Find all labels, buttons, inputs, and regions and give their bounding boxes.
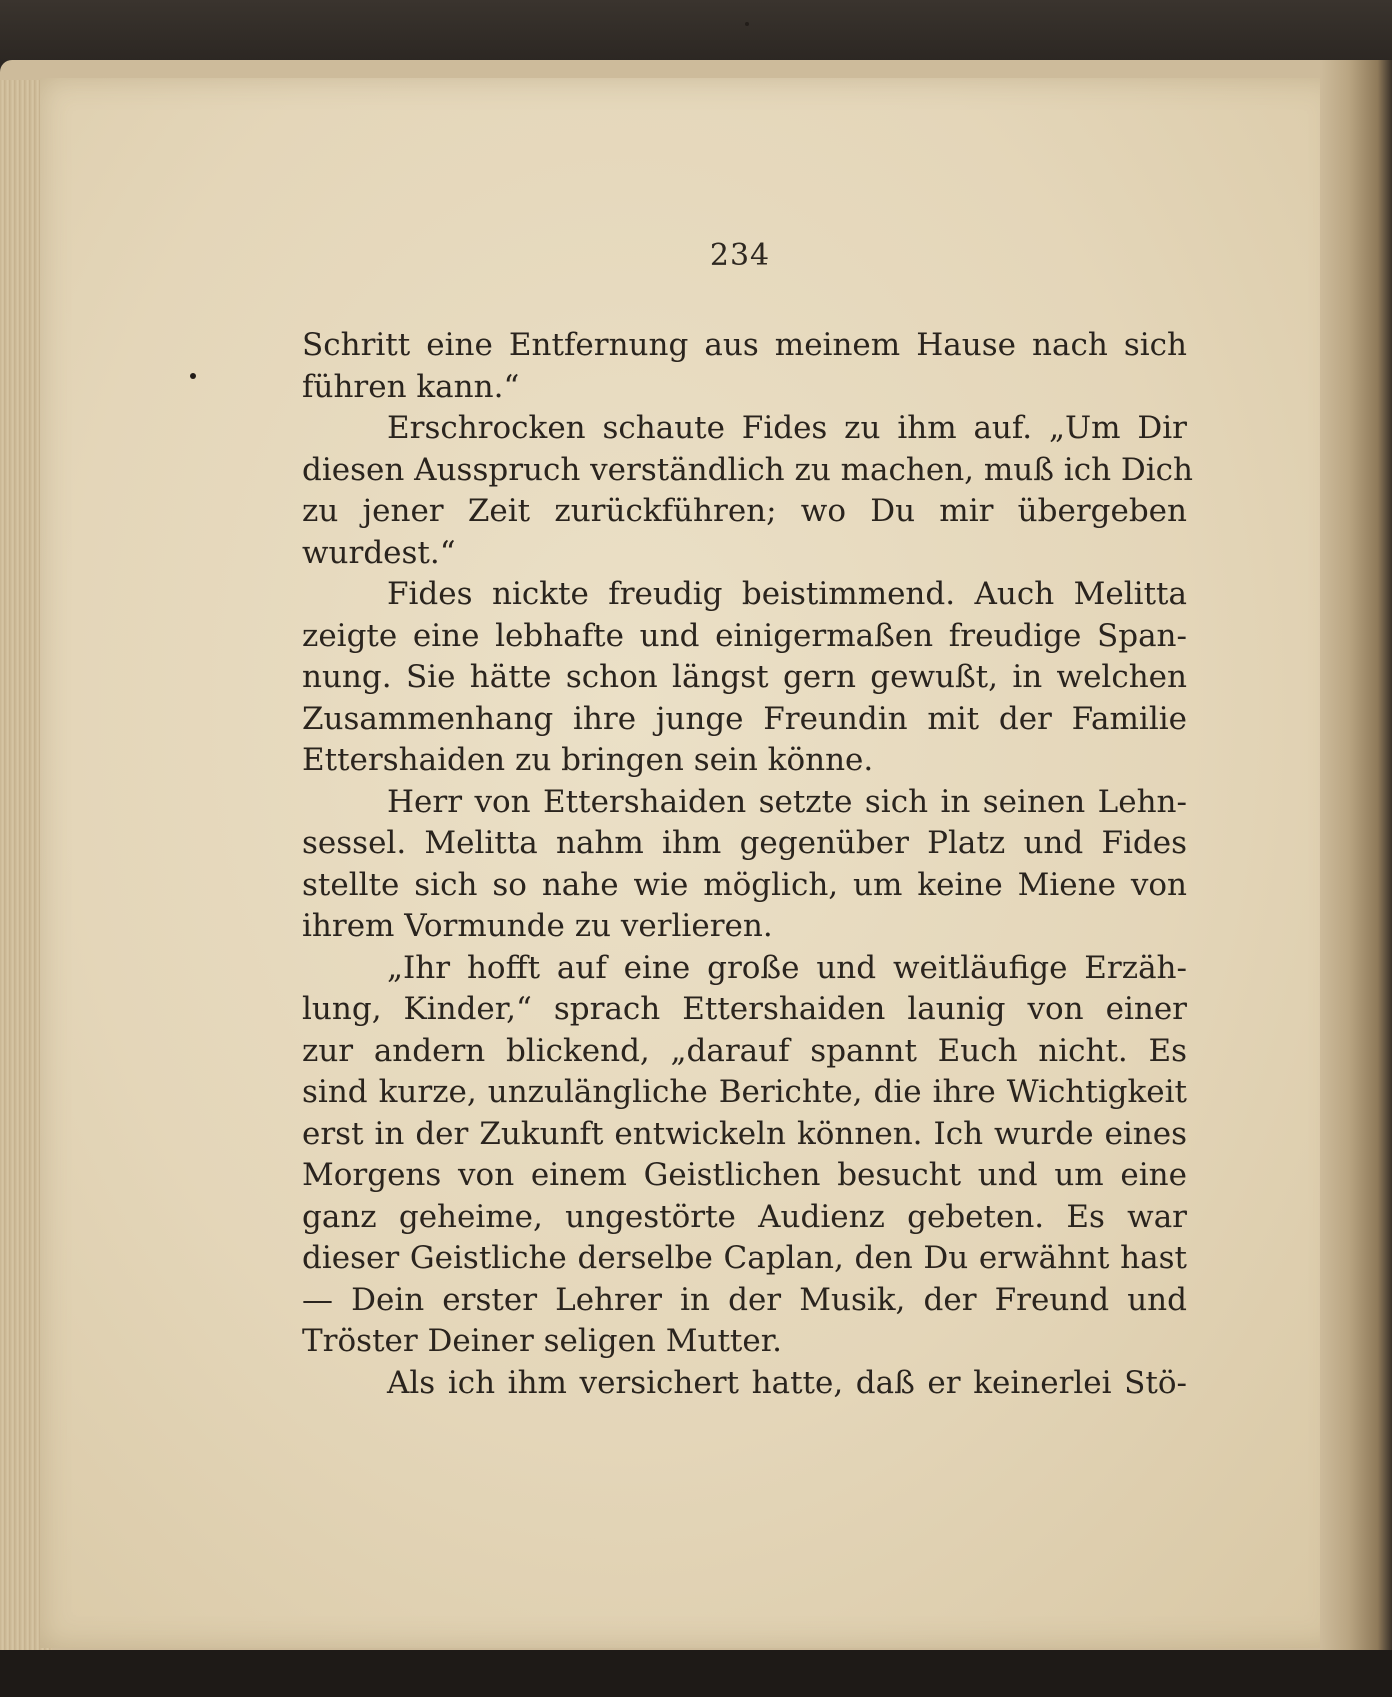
text-line: Ettershaiden zu bringen sein könne. [302, 742, 874, 778]
text-line: zur andern blickend, „darauf spannt Euch nicht. Es [302, 1032, 1187, 1069]
text-line: erst in der Zukunft entwickeln können. Ich wurde eines [302, 1115, 1187, 1152]
text-line: stellte sich so nahe wie möglich, um keine Miene von [302, 866, 1187, 903]
ink-dot [745, 22, 749, 26]
text-line: Fides nickte freudig beistimmend. Auch Melitta [387, 576, 1187, 612]
ink-dot [190, 373, 196, 379]
text-line: dieser Geistliche derselbe Caplan, den Du erwähnt hast [302, 1240, 1187, 1276]
text-line: ganz geheime, ungestörte Audienz gebeten. Es war [302, 1198, 1187, 1235]
body-text [302, 325, 1193, 1404]
text-line: zu jener Zeit zurückführen; wo Du mir übergeben [302, 493, 1187, 529]
text-line: ihrem Vormunde zu verlieren. [302, 908, 773, 944]
text-line: Als ich ihm versichert hatte, daß er keinerlei Stö- [387, 1364, 1187, 1401]
text-line: Erschrocken schaute Fides zu ihm auf. „Um Dir [387, 410, 1187, 446]
text-line: — Dein erster Lehrer in der Musik, der Freund und [302, 1281, 1187, 1318]
text-line: Tröster Deiner seligen Mutter. [302, 1323, 782, 1359]
text-line: „Ihr hofft auf eine große und weitläufige Erzäh- [387, 949, 1187, 986]
text-line: lung, Kinder,“ sprach Ettershaiden launig von einer [302, 991, 1187, 1027]
text-line: sind kurze, unzulängliche Berichte, die ihre Wichtigkeit [302, 1074, 1187, 1110]
text-line: führen kann.“ [302, 368, 520, 405]
page-number: 234 [709, 238, 771, 273]
text-line: wurdest.“ [302, 534, 456, 571]
book-gutter [1320, 60, 1392, 1660]
text-line: Zusammenhang ihre junge Freundin mit der Familie [302, 700, 1187, 737]
text-line: zeigte eine lebhafte und einigermaßen freudige Span- [302, 617, 1187, 654]
text-line: Herr von Ettershaiden setzte sich in seinen Lehn- [387, 783, 1187, 820]
background-bottom [0, 1650, 1392, 1697]
text-line: Morgens von einem Geistlichen besucht und um eine [302, 1157, 1187, 1193]
text-line: diesen Ausspruch verständlich zu machen, muß ich Dich [302, 451, 1193, 488]
text-line: Schritt eine Entfernung aus meinem Hause nach sich [302, 327, 1187, 363]
text-line: nung. Sie hätte schon längst gern gewußt, in welchen [302, 659, 1187, 695]
text-line: sessel. Melitta nahm ihm gegenüber Platz und Fides [302, 825, 1187, 861]
